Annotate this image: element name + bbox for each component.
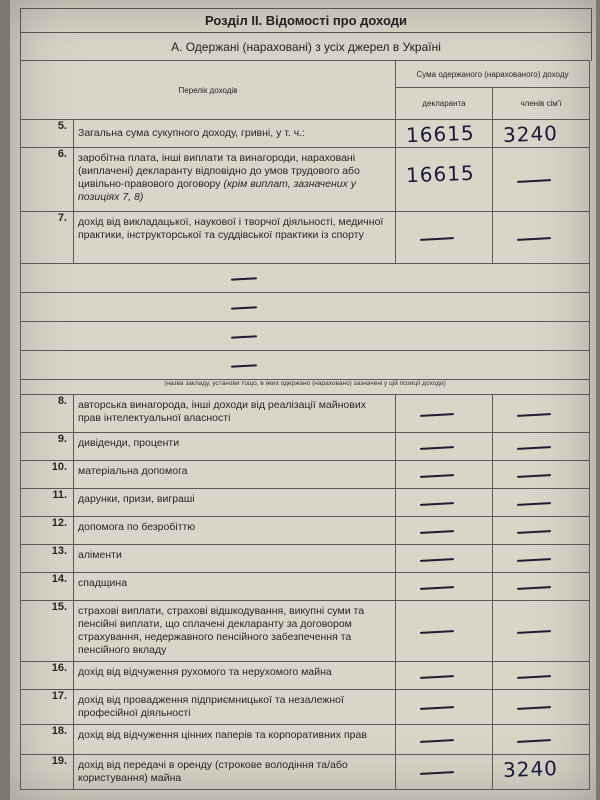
income-row	[21, 755, 590, 790]
row-number: 5.	[21, 120, 74, 148]
row-text: допомога по безробіттю	[74, 517, 396, 545]
family-amount: 3240	[502, 756, 559, 782]
family-value[interactable]	[493, 148, 590, 212]
dash-mark	[420, 530, 454, 534]
family-value[interactable]	[493, 461, 590, 489]
row-number: 13.	[21, 545, 74, 573]
dash-mark	[517, 237, 551, 241]
dash-mark	[231, 335, 257, 338]
row-text: аліменти	[74, 545, 396, 573]
row-number: 9.	[21, 433, 74, 461]
row-number: 16.	[21, 662, 74, 690]
declarant-value[interactable]	[396, 120, 493, 148]
declarant-value[interactable]	[396, 461, 493, 489]
row-number: 18.	[21, 725, 74, 755]
row-number: 7.	[21, 212, 74, 264]
income-row	[21, 489, 590, 517]
row-text: дарунки, призи, виграші	[74, 489, 396, 517]
blank-note-row	[21, 380, 590, 395]
row-text: матеріальна допомога	[74, 461, 396, 489]
declarant-value[interactable]	[396, 601, 493, 662]
row-text-cell	[74, 148, 396, 212]
row-5	[21, 120, 590, 148]
blank-row	[21, 322, 590, 351]
dash-mark	[517, 530, 551, 534]
header-list: Перелік доходів	[21, 61, 396, 120]
declarant-amount: 16615	[405, 120, 476, 148]
declarant-value[interactable]	[396, 489, 493, 517]
family-value[interactable]	[493, 601, 590, 662]
dash-mark	[517, 502, 551, 506]
income-table	[20, 60, 590, 790]
dash-mark	[420, 675, 454, 679]
row-text: дохід від викладацької, наукової і творчої діяльності, медичної практики, інструкторської та суддівської практики із спорту	[74, 212, 396, 264]
dash-mark	[420, 771, 454, 775]
row-number: 17.	[21, 690, 74, 725]
family-value[interactable]	[493, 545, 590, 573]
dash-mark	[420, 558, 454, 562]
family-value[interactable]	[493, 573, 590, 601]
dash-mark	[517, 179, 551, 183]
dash-mark	[517, 446, 551, 450]
row-6	[21, 148, 590, 212]
family-value[interactable]	[493, 690, 590, 725]
family-value[interactable]	[493, 395, 590, 433]
income-row	[21, 433, 590, 461]
row-text: спадщина	[74, 573, 396, 601]
declarant-value[interactable]	[396, 212, 493, 264]
family-value[interactable]	[493, 725, 590, 755]
dash-mark	[517, 558, 551, 562]
declaration-sheet	[10, 0, 596, 800]
section-subtitle: А. Одержані (нараховані) з усіх джерел в Україні	[20, 32, 592, 61]
row-text: авторська винагорода, інші доходи від реалізації майнових прав інтелектуальної власності	[74, 395, 396, 433]
section-title: Розділ ІІ. Відомості про доходи	[20, 8, 592, 33]
row-text: страхові виплати, страхові відшкодування, викупні суми та пенсійні виплати, що сплачені декларанту за договором страхування, недержавного пенсійного забезпечення та пенсійного вкладу	[74, 601, 396, 662]
declarant-value[interactable]	[396, 395, 493, 433]
family-value[interactable]	[493, 433, 590, 461]
dash-mark	[517, 413, 551, 417]
dash-mark	[420, 586, 454, 590]
dash-mark	[420, 446, 454, 450]
row-text: дохід від провадження підприємницької та незалежної професійної діяльності	[74, 690, 396, 725]
income-row	[21, 662, 590, 690]
declarant-amount: 16615	[405, 160, 476, 188]
row-text: дохід від відчуження цінних паперів та корпоративних прав	[74, 725, 396, 755]
income-row	[21, 573, 590, 601]
dash-mark	[231, 364, 257, 367]
income-row	[21, 545, 590, 573]
row-text: заробітна плата, інші виплати та винагороди, нараховані (виплачені) декларанту відповідно до умов трудового або цивільно-правового договору	[78, 152, 360, 190]
row-7	[21, 212, 590, 264]
declarant-value[interactable]	[396, 690, 493, 725]
row-number: 15.	[21, 601, 74, 662]
row-text-italic: (крім виплат, зазначених у позиціях 7, 8)	[78, 178, 356, 203]
row-number: 11.	[21, 489, 74, 517]
row-text: дохід від відчуження рухомого та нерухомого майна	[74, 662, 396, 690]
row-number: 19.	[21, 755, 74, 790]
family-value[interactable]	[493, 489, 590, 517]
dash-mark	[420, 502, 454, 506]
blank-row	[21, 351, 590, 380]
row-number: 10.	[21, 461, 74, 489]
dash-mark	[517, 706, 551, 710]
dash-mark	[231, 306, 257, 309]
blank-row	[21, 264, 590, 293]
row-number: 12.	[21, 517, 74, 545]
income-row	[21, 395, 590, 433]
declarant-value[interactable]	[396, 517, 493, 545]
family-value[interactable]	[493, 212, 590, 264]
dash-mark	[420, 474, 454, 478]
dash-mark	[517, 739, 551, 743]
income-rows	[21, 395, 590, 790]
row-text: Загальна сума сукупного доходу, гривні, у т. ч.:	[74, 120, 396, 148]
declarant-value[interactable]	[396, 545, 493, 573]
income-row	[21, 725, 590, 755]
row-number: 14.	[21, 573, 74, 601]
header-amount: Сума одержаного (нарахованого) доходу	[396, 61, 590, 88]
income-row	[21, 601, 590, 662]
row-text: дивіденди, проценти	[74, 433, 396, 461]
dash-mark	[420, 706, 454, 710]
declarant-value[interactable]	[396, 433, 493, 461]
dash-mark	[517, 675, 551, 679]
dash-mark	[517, 586, 551, 590]
declarant-value[interactable]	[396, 725, 493, 755]
dash-mark	[420, 630, 454, 634]
dash-mark	[231, 277, 257, 280]
dash-mark	[517, 474, 551, 478]
row-text: дохід від передачі в оренду (строкове володіння та/або користування) майна	[74, 755, 396, 790]
declarant-value[interactable]	[396, 662, 493, 690]
income-row	[21, 690, 590, 725]
dash-mark	[517, 630, 551, 634]
family-value[interactable]	[493, 662, 590, 690]
row-number: 8.	[21, 395, 74, 433]
family-value[interactable]	[493, 755, 590, 790]
header-family: членів сім'ї	[493, 88, 590, 120]
declarant-value[interactable]	[396, 148, 493, 212]
income-row	[21, 461, 590, 489]
family-value[interactable]	[493, 517, 590, 545]
blank-note: (назва закладу, установи тощо, в яких одержано (нараховано) зазначені у цій позиції доходи)	[21, 380, 590, 395]
header-row	[21, 61, 590, 88]
dash-mark	[420, 237, 454, 241]
family-value[interactable]	[493, 120, 590, 148]
blank-row	[21, 293, 590, 322]
row-number: 6.	[21, 148, 74, 212]
header-declarant: декларанта	[396, 88, 493, 120]
income-row	[21, 517, 590, 545]
declarant-value[interactable]	[396, 755, 493, 790]
dash-mark	[420, 739, 454, 743]
family-amount: 3240	[502, 121, 559, 147]
dash-mark	[420, 413, 454, 417]
declarant-value[interactable]	[396, 573, 493, 601]
